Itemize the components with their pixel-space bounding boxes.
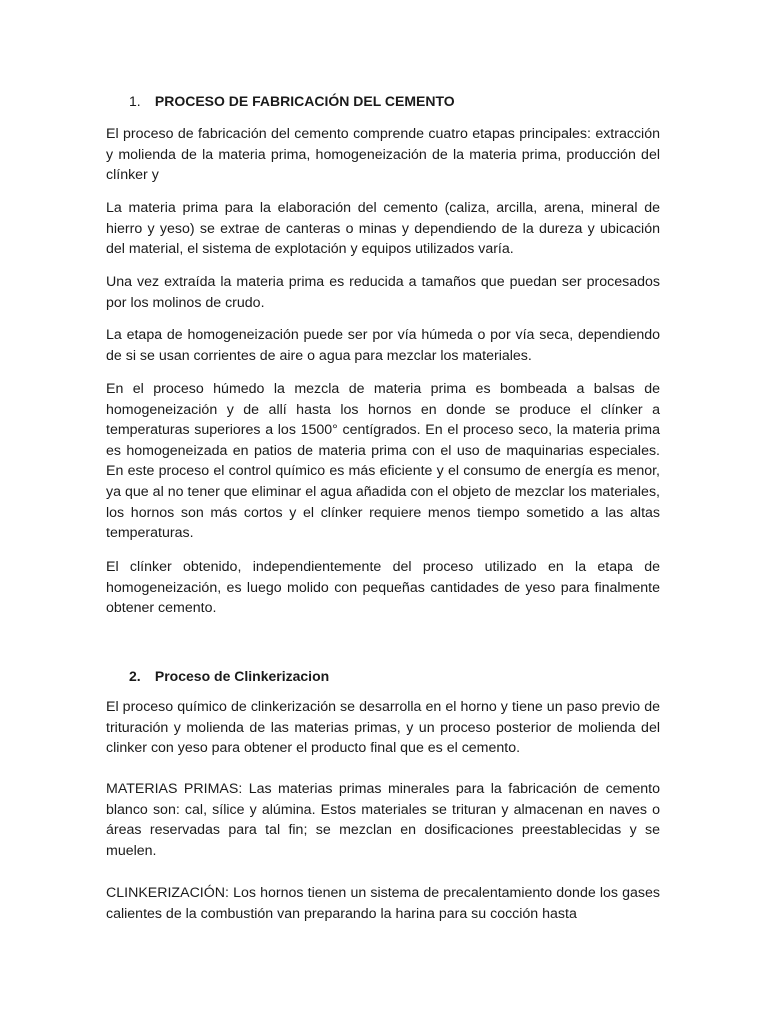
section-2-title: Proceso de Clinkerizacion: [154, 668, 330, 684]
paragraph: CLINKERIZACIÓN: Los hornos tienen un sistema de precalentamiento donde los gases calientes de la combustión van preparando la harina para su cocción hasta: [106, 885, 660, 922]
paragraph: La materia prima para la elaboración del cemento (caliza, arcilla, arena, mineral de hierro y yeso) se extrae de canteras o minas y dependiendo de la dureza y ubicación del material, el sistema de explotación y equipos utilizados varía.: [106, 200, 660, 258]
paragraph: El clínker obtenido, independientemente del proceso utilizado en la etapa de homogeneización, es luego molido con pequeñas cantidades de yeso para finalmente obtener cemento.: [106, 559, 660, 617]
section-2-number: 2.: [129, 668, 141, 684]
paragraph: El proceso de fabricación del cemento comprende cuatro etapas principales: extracción y molienda de la materia prima, homogeneización de la materia prima, producción del clínker y: [106, 126, 660, 184]
section-1-heading: [129, 91, 455, 111]
paragraph: Una vez extraída la materia prima es reducida a tamaños que puedan ser procesados por los molinos de crudo.: [106, 274, 660, 311]
paragraph: El proceso químico de clinkerización se desarrolla en el horno y tiene un paso previo de trituración y molienda de las materias primas, y un proceso posterior de molienda del clinker con yeso para obtener el producto final que es el cemento.: [106, 699, 660, 757]
paragraph: En el proceso húmedo la mezcla de materia prima es bombeada a balsas de homogeneización y de allí hasta los hornos en donde se produce el clínker a temperaturas superiores a los 1500° centígrados. En el proceso seco, la materia prima es homogeneizada en patios de materia prima con el uso de maquinarias especiales. En este proceso el control químico es más eficiente y el consumo de energía es menor, ya que al no tener que eliminar el agua añadida con el objeto de mezclar los materiales, los hornos son más cortos y el clínker requiere menos tiempo sometido a las altas temperaturas.: [106, 381, 660, 542]
section-1-number: 1.: [129, 93, 141, 109]
paragraph: La etapa de homogeneización puede ser por vía húmeda o por vía seca, dependiendo de si se usan corrientes de aire o agua para mezclar los materiales.: [106, 327, 660, 364]
paragraph: MATERIAS PRIMAS: Las materias primas minerales para la fabricación de cemento blanco son: cal, sílice y alúmina. Estos materiales se trituran y almacenan en naves o áreas reservadas para tal fin; se mezclan en dosificaciones preestablecidas y se muelen.: [106, 781, 660, 859]
section-1-title: PROCESO DE FABRICACIÓN DEL CEMENTO: [154, 93, 455, 109]
section-2-heading: [129, 666, 329, 686]
